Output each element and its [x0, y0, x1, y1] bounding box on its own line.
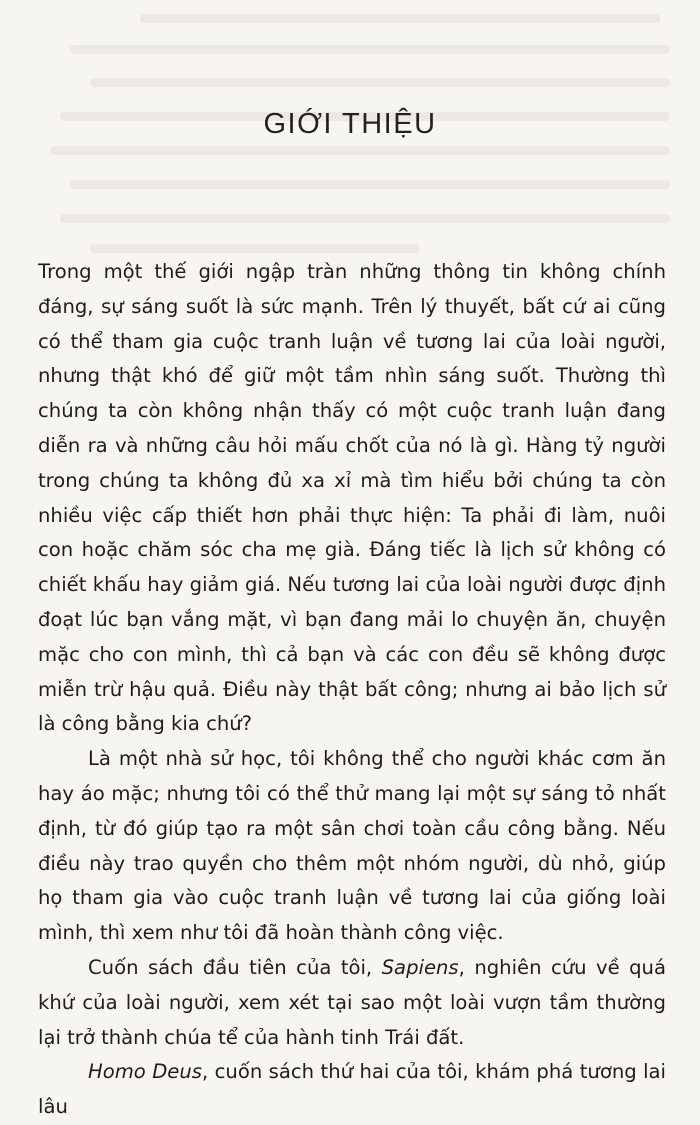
bleed-line	[70, 180, 670, 189]
italic-title: Homo Deus	[88, 1060, 202, 1084]
paragraph-p3	[38, 951, 666, 1055]
italic-title: Sapiens	[381, 955, 459, 979]
paragraph-p4	[38, 1055, 666, 1125]
bleed-line	[70, 45, 670, 54]
bleed-line	[50, 146, 670, 155]
bleed-line	[140, 14, 660, 23]
paragraph-text: Trong một thế giới ngập tràn những thông tin không chính đáng, sự sáng suốt là sức mạnh. Trên lý thuyết, bất cứ ai cũng có thể tham gia cuộc tranh luận về tương lai của loài người, nhưng thật khó để giữ một tầm nhìn sáng suốt. Thường thì chúng ta còn không nhận thấy có một cuộc tranh luận đang diễn ra và những câu hỏi mấu chốt của nó là gì. Hàng tỷ người trong chúng ta không đủ xa xỉ mà tìm hiểu bởi chúng ta còn nhiều việc cấp thiết hơn phải thực hiện: Ta phải đi làm, nuôi con hoặc chăm sóc cha mẹ già. Đáng tiếc là lịch sử không có chiết khấu hay giảm giá. Nếu tương lai của loài người được định đoạt lúc bạn vắng mặt, vì bạn đang mải lo chuyện ăn, chuyện mặc cho con mình, thì cả bạn và các con đều sẽ không được miễn trừ hậu quả. Điều này thật bất công; nhưng ai bảo lịch sử là công bằng kia chứ?	[38, 260, 666, 736]
paragraph-text: , nghiên cứu về quá khứ của loài người, xem xét tại sao một loài vượn tầm thường lại trở thành chúa tể của hành tinh Trái đất.	[38, 955, 666, 1049]
bleed-line	[60, 214, 670, 223]
chapter-title: GIỚI THIỆU	[263, 108, 437, 140]
body-text	[38, 255, 666, 1125]
paragraph-p1	[38, 255, 666, 742]
paragraph-text: Là một nhà sử học, tôi không thể cho người khác cơm ăn hay áo mặc; nhưng tôi có thể thử mang lại một sự sáng tỏ nhất định, từ đó giúp tạo ra một sân chơi toàn cầu công bằng. Nếu điều này trao quyền cho thêm một nhóm người, dù nhỏ, giúp họ tham gia vào cuộc tranh luận về tương lai của giống loài mình, thì xem như tôi đã hoàn thành công việc.	[38, 747, 666, 945]
bleed-line	[90, 78, 670, 87]
paragraph-p2	[38, 742, 666, 951]
paragraph-text: , cuốn sách thứ hai của tôi, khám phá tương lai lâu	[38, 1060, 666, 1119]
paragraph-text: Cuốn sách đầu tiên của tôi,	[88, 955, 382, 979]
bleed-line	[90, 244, 420, 253]
